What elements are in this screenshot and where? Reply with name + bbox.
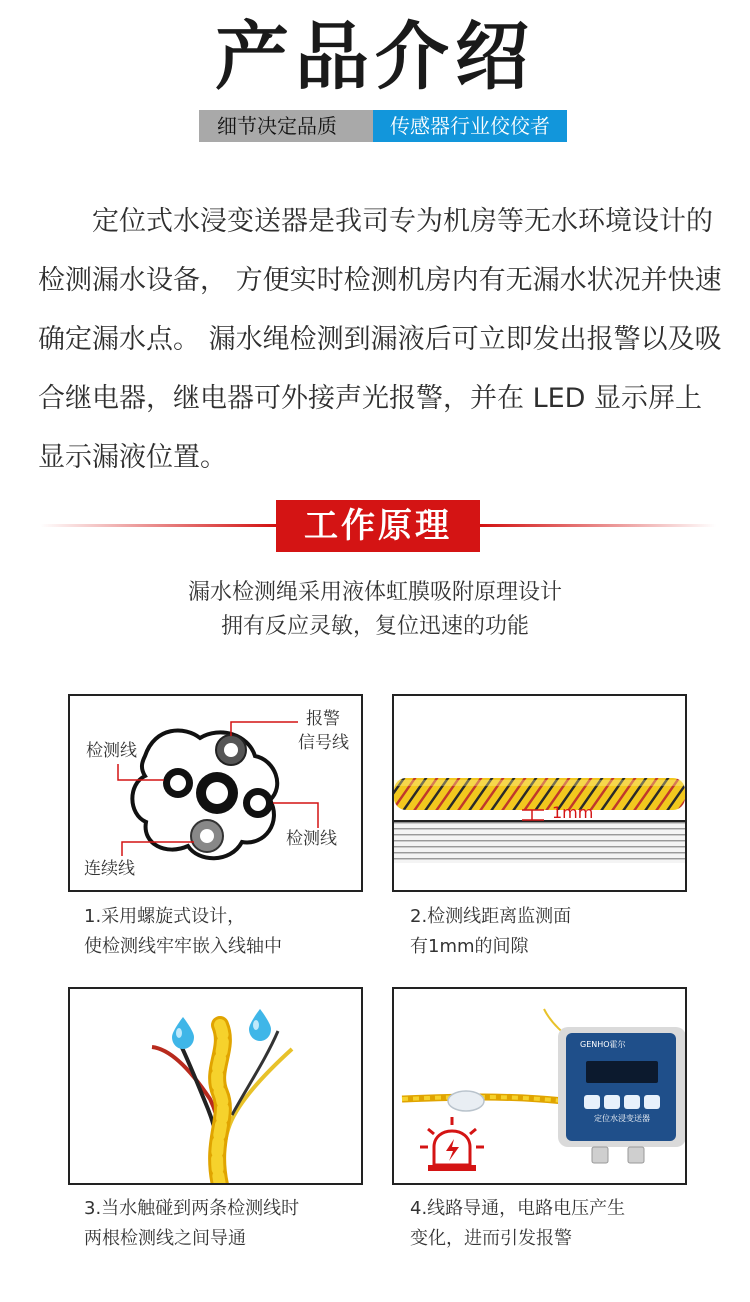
caption-3-line-2: 两根检测线之间导通 (84, 1228, 246, 1249)
label-detect-line-left: 检测线 (86, 741, 137, 761)
principle-line-2: 拥有反应灵敏，复位迅速的功能 (220, 614, 529, 639)
label-alarm-line-1: 报警 (306, 709, 340, 729)
caption-1-line-1: 1.采用螺旋式设计， (84, 906, 246, 927)
device-label: 定位水浸变送器 (594, 1114, 650, 1123)
caption-4-line-1: 4.线路导通，电路电压产生 (410, 1198, 626, 1219)
caption-2-line-1: 2.检测线距离监测面 (410, 906, 572, 927)
cross-section-panel (68, 694, 363, 892)
gap-label: 1mm (552, 803, 594, 822)
caption-4 (410, 1194, 710, 1254)
caption-1 (84, 902, 384, 962)
alarm-panel (392, 987, 687, 1185)
caption-4-line-2: 变化，进而引发报警 (410, 1228, 572, 1249)
section-title: 工作原理 (276, 500, 480, 552)
tagline (199, 110, 567, 142)
label-alarm-line-2: 信号线 (298, 733, 349, 753)
caption-3-line-1: 3.当水触碰到两条检测线时 (84, 1198, 300, 1219)
device-brand: GENHO霍尔 (580, 1040, 626, 1049)
page-title: 产品介绍 (215, 14, 535, 100)
water-contact-illustration (70, 989, 361, 1183)
label-continuity-line: 连续线 (84, 859, 135, 879)
caption-1-line-2: 使检测线牢牢嵌入线轴中 (84, 936, 282, 957)
divider-right (480, 524, 716, 527)
water-contact-panel (68, 987, 363, 1185)
tagline-leader: 传感器行业佼佼者 (373, 110, 567, 142)
alarm-device-illustration (394, 989, 685, 1183)
label-detect-line-right: 检测线 (286, 829, 337, 849)
alarm-light-icon (420, 1117, 484, 1171)
divider-left (40, 524, 276, 527)
intro-paragraph: 定位式水浸变送器是我司专为机房等无水环境设计的检测漏水设备， 方便实时检测机房内有无漏水状况并快速确定漏水点。 漏水绳检测到漏液后可立即发出报警以及吸合继电器，继电器可外接声光报警，并在 LED 显示屏上显示漏液位置。 (38, 206, 722, 473)
principle-line-1: 漏水检测绳采用液体虹膜吸附原理设计 (187, 580, 562, 605)
principle-text (0, 576, 750, 644)
caption-3 (84, 1194, 384, 1254)
caption-2 (410, 902, 710, 962)
section-heading (0, 500, 750, 552)
rope-gap-illustration (394, 696, 685, 890)
tagline-quality: 细节决定品质 (199, 110, 373, 142)
caption-2-line-2: 有1mm的间隙 (410, 936, 529, 957)
intro-text (38, 192, 728, 487)
gap-panel (392, 694, 687, 892)
